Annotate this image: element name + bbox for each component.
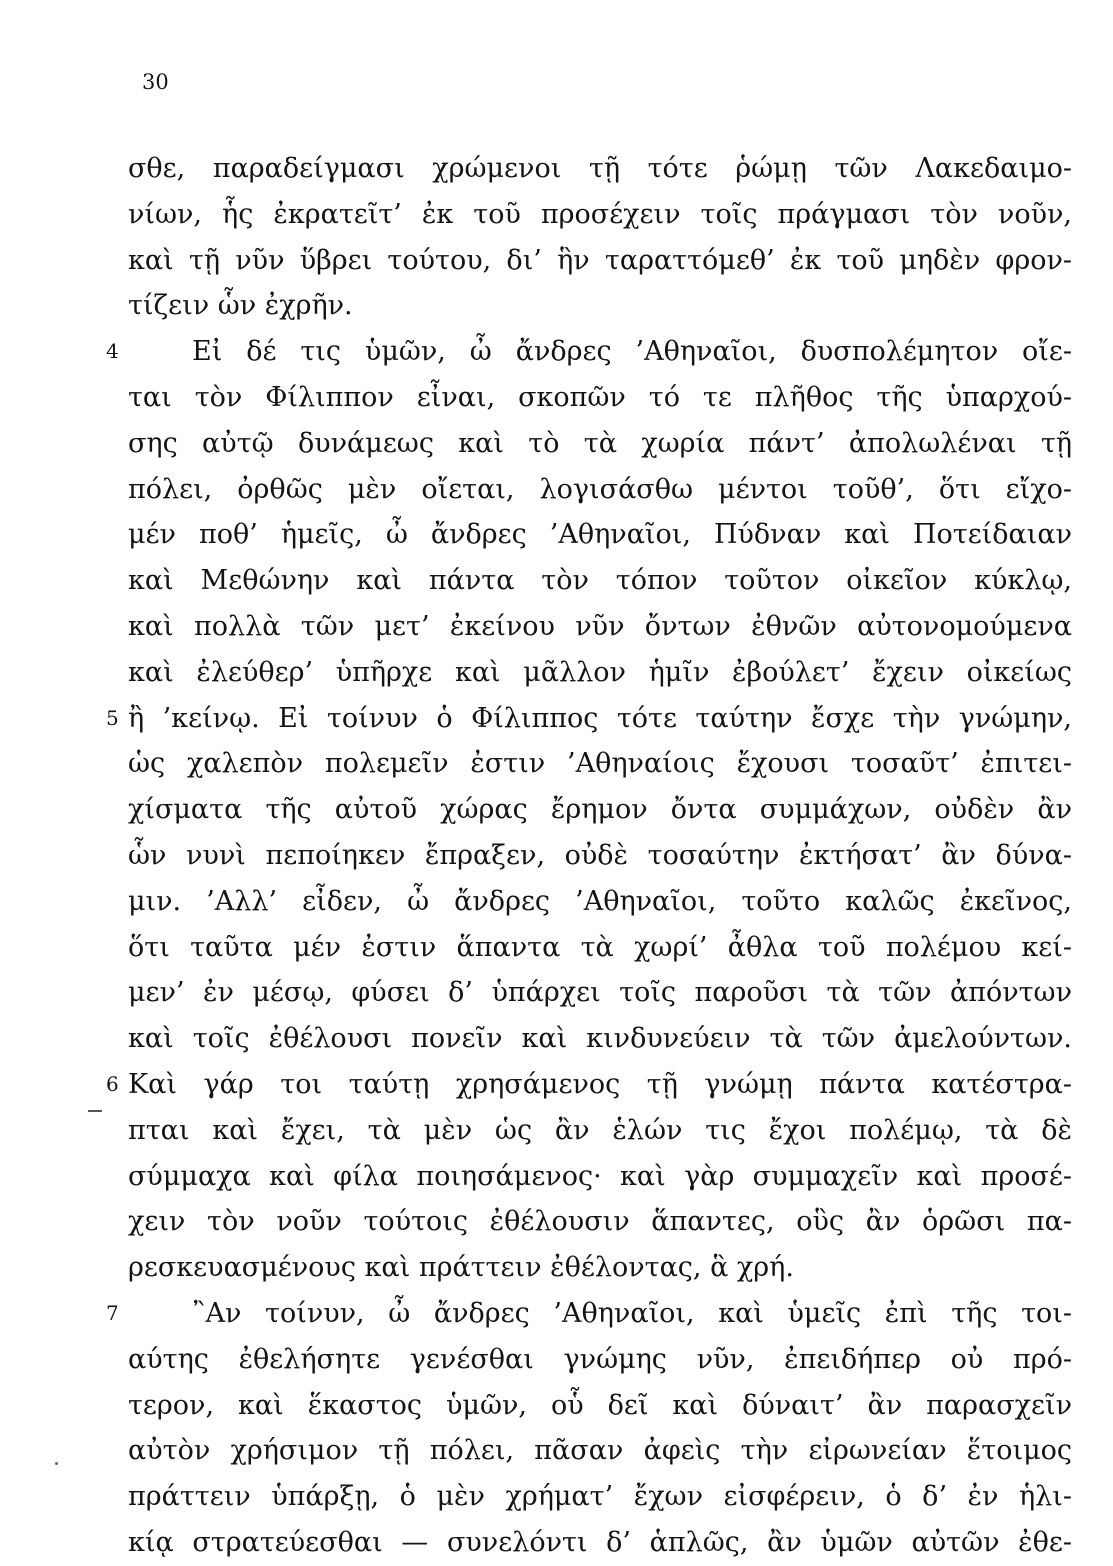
section-number: 5 bbox=[106, 705, 119, 730]
text-line bbox=[128, 1016, 1072, 1062]
line-text: ὅτι ταῦτα μέν ἐστιν ἅπαντα τὰ χωρί’ ἆθλα τοῦ πολέμου κεί- bbox=[128, 931, 1072, 963]
line-text: πόλει, ὀρθῶς μὲν οἴεται, λογισάσθω μέντοι τοῦθ’, ὅτι εἴχο- bbox=[128, 473, 1072, 505]
text-line bbox=[106, 696, 1072, 742]
line-text: Καὶ γάρ τοι ταύτῃ χρησάμενος τῇ γνώμῃ πάντα κατέστρα- bbox=[128, 1068, 1072, 1100]
text-line bbox=[128, 970, 1072, 1016]
line-text: πράττειν ὑπάρξῃ, ὁ μὲν χρήματ’ ἔχων εἰσφέρειν, ὁ δ’ ἐν ἡλι- bbox=[128, 1481, 1072, 1513]
text-line bbox=[128, 283, 1072, 329]
text-line bbox=[128, 512, 1072, 558]
line-text: νίων, ἧς ἐκρατεῖτ’ ἐκ τοῦ προσέχειν τοῖς πράγμασι τὸν νοῦν, bbox=[128, 198, 1072, 230]
text-line bbox=[128, 879, 1072, 925]
line-text: καὶ τῇ νῦν ὕβρει τούτου, δι’ ἣν ταραττόμεθ’ ἐκ τοῦ μηδὲν φρον- bbox=[128, 244, 1072, 276]
line-text: τερον, καὶ ἕκαστος ὑμῶν, οὗ δεῖ καὶ δύναιτ’ ἂν παρασχεῖν bbox=[128, 1389, 1072, 1421]
line-text: ὧν νυνὶ πεποίηκεν ἔπραξεν, οὐδὲ τοσαύτην ἐκτήσατ’ ἂν δύνα- bbox=[128, 839, 1072, 871]
line-text: σύμμαχα καὶ φίλα ποιησάμενος· καὶ γὰρ συμμαχεῖν καὶ προσέ- bbox=[128, 1160, 1072, 1192]
line-text: χειν τὸν νοῦν τούτοις ἐθέλουσιν ἅπαντες, οὓς ἂν ὁρῶσι πα- bbox=[128, 1206, 1072, 1238]
text-line bbox=[128, 1199, 1072, 1245]
text-line bbox=[128, 558, 1072, 604]
text-line bbox=[128, 1108, 1072, 1154]
section-number: 6 bbox=[106, 1071, 119, 1096]
section-number: 7 bbox=[106, 1300, 119, 1325]
line-text: καὶ ἐλεύθερ’ ὑπῆρχε καὶ μᾶλλον ἡμῖν ἐβούλετ’ ἔχειν οἰκείως bbox=[128, 656, 1072, 688]
line-text: μέν ποθ’ ἡμεῖς, ὦ ἄνδρες ’Αθηναῖοι, Πύδναν καὶ Ποτείδαιαν bbox=[128, 519, 1072, 551]
page-number: 30 bbox=[142, 70, 169, 94]
text-line bbox=[128, 1337, 1072, 1383]
text-line bbox=[128, 421, 1072, 467]
line-text: τίζειν ὧν ἐχρῆν. bbox=[128, 290, 353, 322]
text-line bbox=[128, 833, 1072, 879]
text-line bbox=[128, 146, 1072, 192]
text-line bbox=[128, 1520, 1072, 1566]
text-line bbox=[128, 1245, 1072, 1291]
line-text: κίᾳ στρατεύεσθαι — συνελόντι δ’ ἁπλῶς, ἂν ὑμῶν αὐτῶν ἐθε- bbox=[128, 1526, 1072, 1558]
line-text: ται τὸν Φίλιππον εἶναι, σκοπῶν τό τε πλῆθος τῆς ὑπαρχού- bbox=[128, 381, 1072, 413]
text-line bbox=[128, 925, 1072, 971]
text-line bbox=[106, 329, 1072, 375]
line-text: ἢ ’κείνῳ. Εἰ τοίνυν ὁ Φίλιππος τότε ταύτην ἔσχε τὴν γνώμην, bbox=[128, 702, 1072, 734]
line-text: Εἰ δέ τις ὑμῶν, ὦ ἄνδρες ’Αθηναῖοι, δυσπολέμητον οἴε- bbox=[192, 336, 1072, 368]
body-text bbox=[106, 146, 1072, 1566]
line-text: ὡς χαλεπὸν πολεμεῖν ἐστιν ’Αθηναίοις ἔχουσι τοσαῦτ’ ἐπιτει- bbox=[128, 748, 1072, 780]
text-line bbox=[128, 787, 1072, 833]
text-line bbox=[128, 741, 1072, 787]
text-line bbox=[128, 1474, 1072, 1520]
line-text: μεν’ ἐν μέσῳ, φύσει δ’ ὑπάρχει τοῖς παροῦσι τὰ τῶν ἀπόντων bbox=[128, 977, 1072, 1009]
text-line bbox=[128, 375, 1072, 421]
text-line bbox=[128, 238, 1072, 284]
text-line bbox=[106, 1062, 1072, 1108]
line-text: σης αὐτῷ δυνάμεως καὶ τὸ τὰ χωρία πάντ’ ἀπολωλέναι τῇ bbox=[128, 427, 1072, 459]
line-text: αὐτὸν χρήσιμον τῇ πόλει, πᾶσαν ἀφεὶς τὴν εἰρωνείαν ἕτοιμος bbox=[128, 1435, 1072, 1467]
text-line bbox=[128, 604, 1072, 650]
ink-speck bbox=[55, 1462, 58, 1465]
line-text: καὶ Μεθώνην καὶ πάντα τὸν τόπον τοῦτον οἰκεῖον κύκλῳ, bbox=[128, 565, 1072, 597]
text-line bbox=[128, 1154, 1072, 1200]
line-text: μιν. ’Αλλ’ εἶδεν, ὦ ἄνδρες ’Αθηναῖοι, τοῦτο καλῶς ἐκεῖνος, bbox=[128, 885, 1072, 917]
line-text: ρεσκευασμένους καὶ πράττειν ἐθέλοντας, ἃ χρή. bbox=[128, 1252, 794, 1284]
text-line bbox=[128, 192, 1072, 238]
line-text: πται καὶ ἔχει, τὰ μὲν ὡς ἂν ἑλών τις ἔχοι πολέμῳ, τὰ δὲ bbox=[128, 1114, 1072, 1146]
line-text: καὶ πολλὰ τῶν μετ’ ἐκείνου νῦν ὄντων ἐθνῶν αὐτονομούμενα bbox=[128, 610, 1072, 642]
text-line bbox=[128, 467, 1072, 513]
section-number: 4 bbox=[106, 339, 119, 364]
line-text: σθε, παραδείγμασι χρώμενοι τῇ τότε ῥώμῃ τῶν Λακεδαιμο- bbox=[128, 153, 1072, 184]
line-text: καὶ τοῖς ἐθέλουσι πονεῖν καὶ κινδυνεύειν τὰ τῶν ἀμελούντων. bbox=[128, 1023, 1072, 1055]
text-line bbox=[128, 650, 1072, 696]
margin-pencil-mark bbox=[88, 1110, 102, 1112]
text-line bbox=[106, 1291, 1072, 1337]
text-line bbox=[128, 1428, 1072, 1474]
line-text: χίσματα τῆς αὐτοῦ χώρας ἔρημον ὄντα συμμάχων, οὐδὲν ἂν bbox=[128, 794, 1072, 826]
line-text: ῍Αν τοίνυν, ὦ ἄνδρες ’Αθηναῖοι, καὶ ὑμεῖς ἐπὶ τῆς τοι- bbox=[192, 1297, 1072, 1329]
line-text: αύτης ἐθελήσητε γενέσθαι γνώμης νῦν, ἐπειδήπερ οὐ πρό- bbox=[128, 1343, 1072, 1375]
text-line bbox=[128, 1383, 1072, 1429]
